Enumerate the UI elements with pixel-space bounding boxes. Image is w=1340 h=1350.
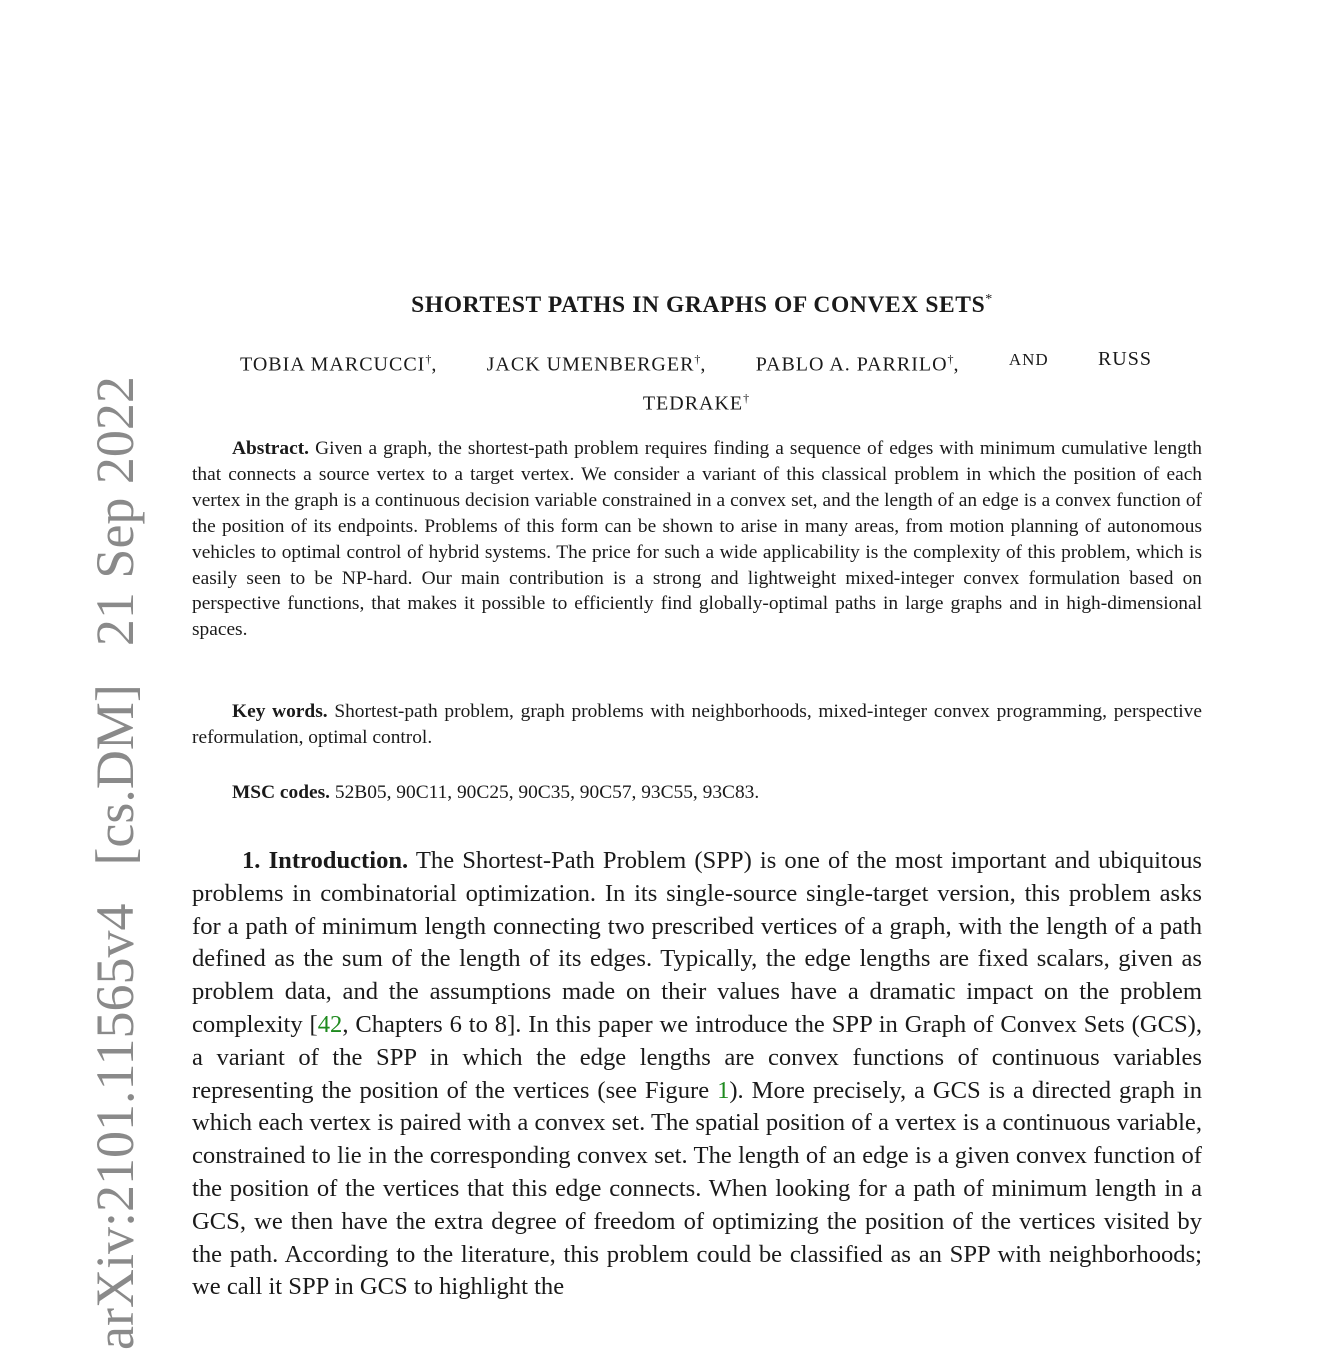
paper-title bbox=[0, 292, 1340, 319]
author-4-last: TEDRAKE† bbox=[642, 390, 750, 415]
arxiv-date: 21 Sep 2022 bbox=[85, 376, 145, 647]
introduction-section bbox=[192, 845, 1202, 1304]
arxiv-identifier bbox=[85, 376, 145, 1350]
section-heading: 1. Introduction. bbox=[242, 847, 409, 874]
citation-link[interactable]: 42 bbox=[317, 1010, 343, 1038]
keywords-label: Key words. bbox=[232, 701, 328, 722]
intro-text-c: ). More precisely, a GCS is a directed graph in which each vertex is paired with a convex set. The spatial position of a vertex is a continuous variable, constrained to lie in the corresponding convex set. The length of an edge is a given convex function of the position of the vertices that this edge connects. When looking for a path of minimum length in a GCS, we then have the extra degree of freedom of optimizing the position of the vertices visited by the path. According to the literature, this problem could be classified as an SPP with neighborhoods; we call it SPP in GCS to highlight the bbox=[192, 1076, 1202, 1301]
author-4-first: RUSS bbox=[1097, 348, 1152, 370]
intro-text-b: , Chapters 6 to 8]. In this paper we introduce the SPP in Graph of Convex Sets (GCS), a variant of the SPP in which the edge lengths are convex functions of continuous variables representing the position of the vertices (see Figure bbox=[192, 1010, 1202, 1104]
abstract-label: Abstract. bbox=[232, 438, 310, 459]
arxiv-id: arXiv:2101.11565v4 bbox=[85, 903, 145, 1350]
author-2: JACK UMENBERGER†, bbox=[486, 352, 707, 376]
keywords bbox=[192, 699, 1202, 751]
author-3: PABLO A. PARRILO†, bbox=[755, 352, 960, 376]
paper-title-text: SHORTEST PATHS IN GRAPHS OF CONVEX SETS bbox=[411, 292, 986, 318]
msc-label: MSC codes. bbox=[232, 782, 331, 803]
abstract bbox=[192, 436, 1202, 643]
figure-link[interactable]: 1 bbox=[717, 1076, 730, 1104]
intro-text-a: The Shortest-Path Problem (SPP) is one of the most important and ubiquitous problems in combinatorial optimization. In its single-source single-target version, this problem asks for a path of minimum length connecting two prescribed vertices of a graph, with the length of a path defined as the sum of the length of its edges. Typically, the edge lengths are fixed scalars, given as problem data, and the assumptions made on their values have a dramatic impact on the problem complexity [ bbox=[192, 847, 1202, 1038]
title-footnote-mark: * bbox=[985, 292, 993, 308]
author-list bbox=[240, 343, 1152, 420]
msc-codes bbox=[192, 780, 1202, 806]
arxiv-category: [cs.DM] bbox=[85, 684, 145, 866]
abstract-text: Given a graph, the shortest-path problem requires finding a sequence of edges with minimum cumulative length that connects a source vertex to a target vertex. We consider a variant of this classical problem in which the position of each vertex in the graph is a continuous decision variable constrained in a convex set, and the length of an edge is a convex function of the position of its endpoints. Problems of this form can be shown to arise in many areas, from motion planning of autonomous vehicles to optimal control of hybrid systems. The price for such a wide applicability is the complexity of this problem, which is easily seen to be NP-hard. Our main contribution is a strong and lightweight mixed-integer convex formulation based on perspective functions, that makes it possible to efficiently find globally-optimal paths in large graphs and in high-dimensional spaces. bbox=[192, 438, 1202, 641]
keywords-text: Shortest-path problem, graph problems with neighborhoods, mixed-integer convex programming, perspective reformulation, optimal control. bbox=[192, 701, 1202, 748]
authors-conjunction: AND bbox=[1008, 350, 1049, 369]
author-1: TOBIA MARCUCCI†, bbox=[240, 352, 438, 376]
msc-text: 52B05, 90C11, 90C25, 90C35, 90C57, 93C55, 93C83. bbox=[334, 782, 760, 803]
